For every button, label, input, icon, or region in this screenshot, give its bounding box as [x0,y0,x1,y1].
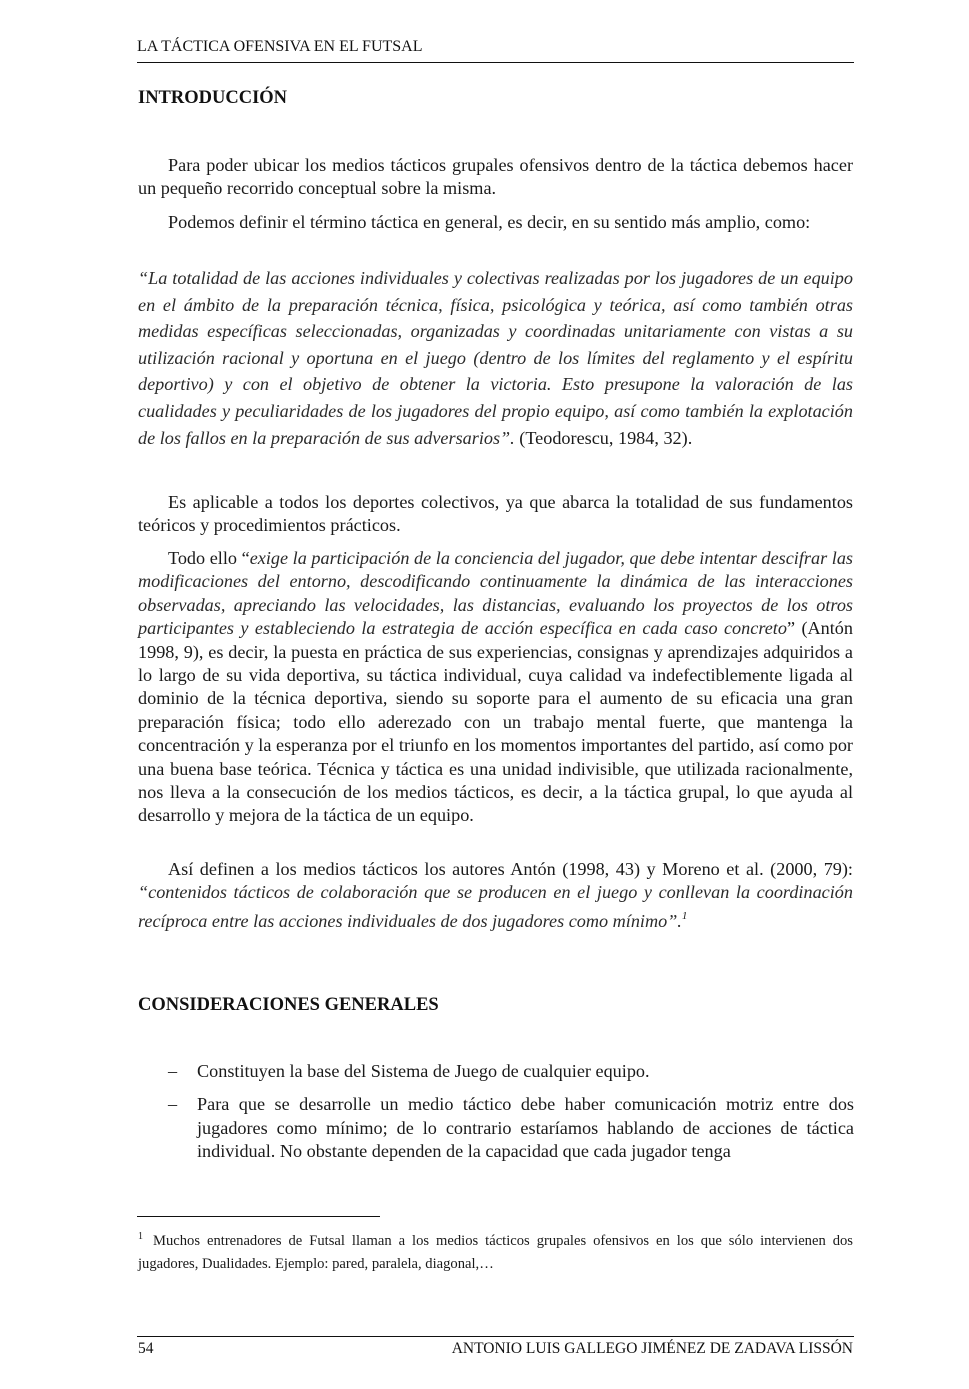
paragraph-3: Es aplicable a todos los deportes colectivos, ya que abarca la totalidad de sus fundamentos teóricos y procedimientos prácticos. [138,492,853,536]
dash-bullet-icon: – [168,1061,178,1081]
footer-rule [137,1336,854,1337]
quote-text: “La totalidad de las acciones individuales y colectivas realizadas por los jugadores de un equipo en el ámbito de la preparación técnica, física, psicológica y teórica, así como también otras medidas específicas seleccionadas, organizadas y coordinadas unitariamente con vistas a su utilización racional y oportuna en el juego (dentro de los límites del reglamento y el espíritu deportivo) y con el objetivo de obtener la victoria. Esto presupone la valoración de las cualidades y peculiaridades de los jugadores del propio equipo, así como también la explotación de los fallos en la preparación de sus adversarios”. [138,268,853,448]
footer-author: ANTONIO LUIS GALLEGO JIMÉNEZ DE ZADAVA LISSÓN [451,1340,853,1357]
paragraph-4-quote: exige la participación de la conciencia del jugador, que debe intentar descifrar las modificaciones del entorno, descodificando continuamente la dinámica de las interacciones observadas, apreciando las velocidades, las distancias, evaluando los proyectos de los otros participantes y estableciendo la estrategia de acción específica en cada caso concreto [138,548,853,639]
footnote-mark: 1 [138,1231,143,1242]
list-item [168,1093,854,1163]
paragraph-5-lead: Así definen a los medios tácticos los autores Antón (1998, 43) y Moreno et al. (2000, 79): [168,859,853,879]
quote-teodorescu [138,265,853,451]
dash-bullet-icon: – [168,1094,178,1115]
considerations-list [168,1060,854,1174]
paragraph-4-rest: ” (Antón 1998, 9), es decir, la puesta en práctica de sus experiencias, consignas y aprendizajes adquiridos a lo largo de su vida deportiva, su táctica individual, cuya calidad va indefectiblemente ligada al dominio de la técnica deportiva, siendo su soporte para el aumento de su eficacia una gran preparación física; todo ello aderezado con un trabajo mental fuerte, que mantenga la concentración y la esperanza por el triunfo en los momentos importantes del partido, así como por una buena base teórica. Técnica y táctica es una unidad indivisible, que utilizada racionalmente, nos lleva a la consecución de los medios tácticos, es decir, a la táctica grupal, lo que ayuda al desarrollo y mejora de la táctica de un equipo. [138,618,853,826]
paragraph-4 [138,547,853,828]
list-item-text: Para que se desarrolle un medio táctico debe haber comunicación motriz entre dos jugadores como mínimo; de lo contrario estaríamos hablando de acciones de táctica individual. No obstante dependen de la capacidad que cada jugador tenga [197,1094,854,1162]
list-item-text: Constituyen la base del Sistema de Juego de cualquier equipo. [197,1061,650,1081]
section-heading-introduccion: INTRODUCCIÓN [138,88,288,108]
header-rule [137,62,854,63]
page-number: 54 [138,1340,154,1357]
paragraph-1: Para poder ubicar los medios tácticos grupales ofensivos dentro de la táctica debemos hacer un pequeño recorrido conceptual sobre la misma. [138,155,853,199]
footnote-separator [137,1216,380,1217]
running-header-title: LA TÁCTICA OFENSIVA EN EL FUTSAL [137,38,423,55]
list-item [168,1060,854,1083]
footnote [138,1225,853,1276]
section-heading-consideraciones: CONSIDERACIONES GENERALES [138,995,439,1015]
paragraph-2: Podemos definir el término táctica en general, es decir, en su sentido más amplio, como: [168,212,811,232]
paragraph-4-lead: Todo ello “ [168,548,250,568]
quote-citation: (Teodorescu, 1984, 32). [514,427,693,448]
paragraph-5-quote: “contenidos tácticos de colaboración que se producen en el juego y conllevan la coordinación recíproca entre las acciones individuales de dos jugadores como mínimo”. [138,882,853,931]
footnote-text: Muchos entrenadores de Futsal llaman a los medios tácticos grupales ofensivos en los que sólo intervienen dos jugadores, Dualidades. Ejemplo: pared, paralela, diagonal,… [138,1233,853,1272]
paragraph-5 [138,858,853,933]
footnote-reference[interactable]: 1 [681,909,688,922]
